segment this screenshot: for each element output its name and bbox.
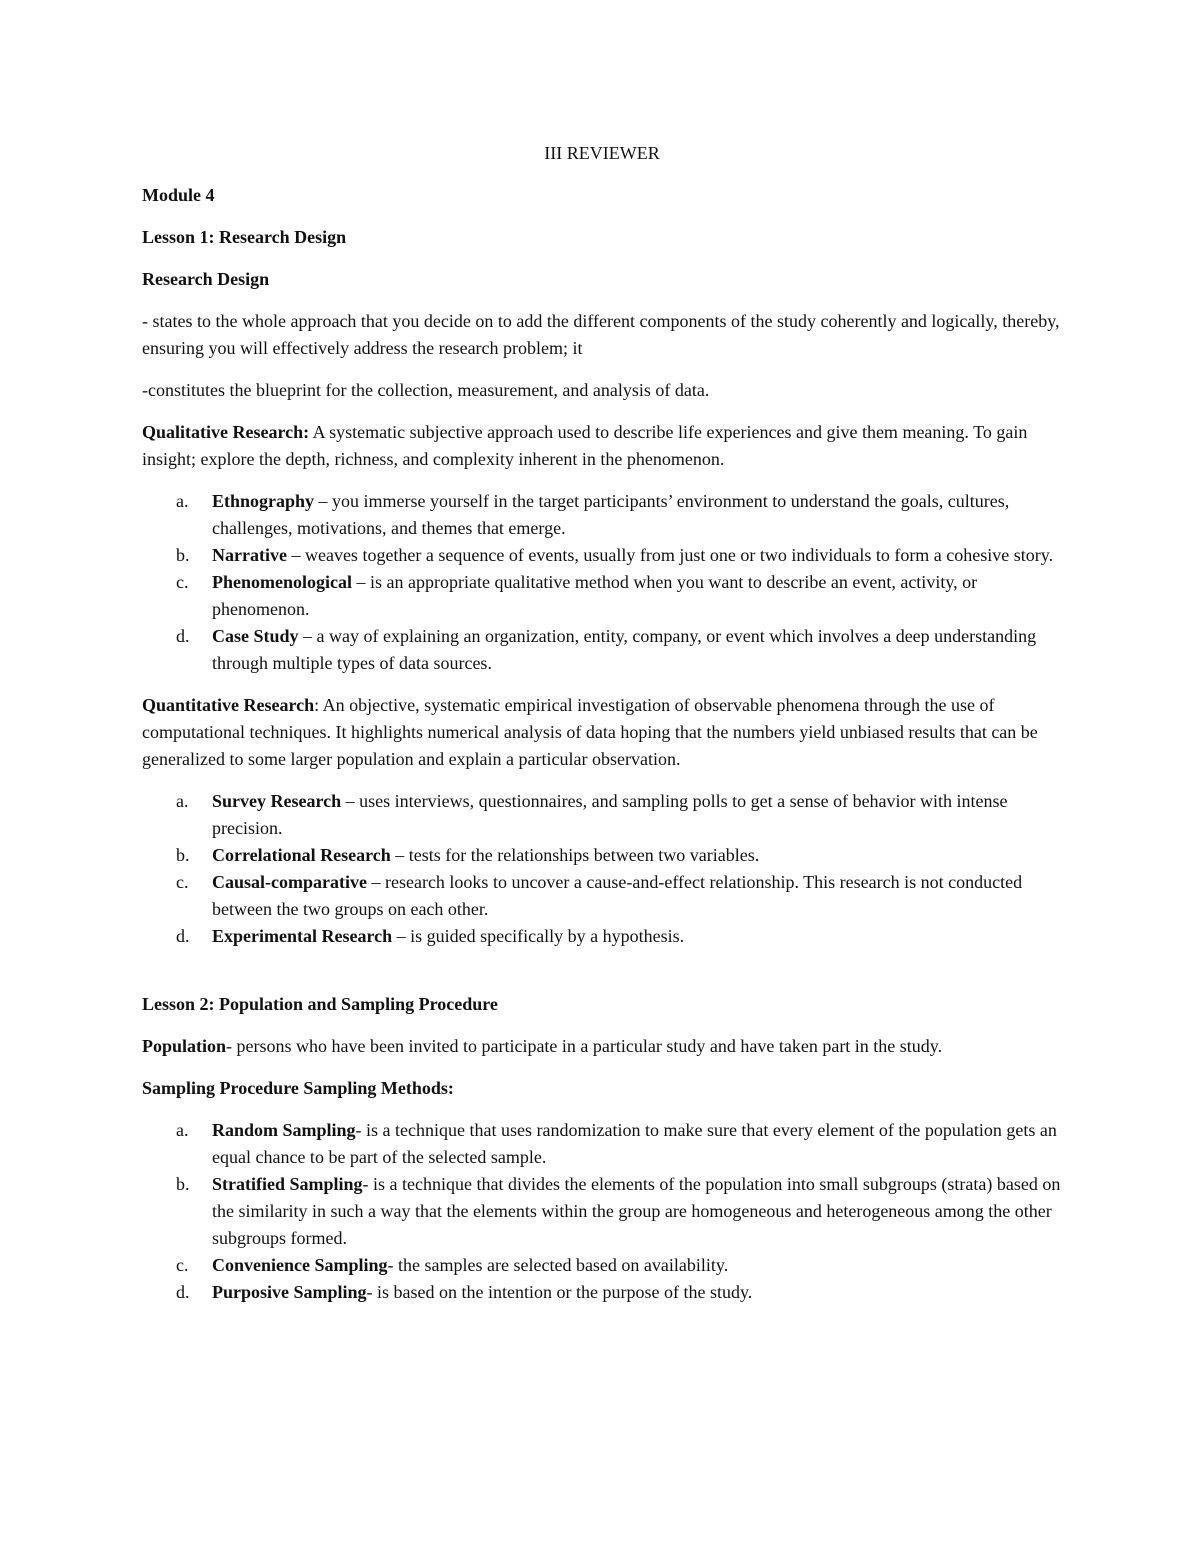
list-item-term: Causal-comparative bbox=[212, 872, 367, 892]
qualitative-research-term: Qualitative Research: bbox=[142, 422, 310, 442]
list-item-text: – you immerse yourself in the target participants’ environment to understand the goals, cultures, challenges, motivations, and themes that emerge. bbox=[212, 491, 1010, 538]
list-item bbox=[142, 1252, 1062, 1279]
qualitative-types-list bbox=[142, 488, 1062, 677]
list-item bbox=[142, 1171, 1062, 1252]
quantitative-research-term: Quantitative Research bbox=[142, 695, 315, 715]
lesson2-heading: Lesson 2: Population and Sampling Procedure bbox=[142, 994, 498, 1014]
list-item bbox=[142, 1279, 1062, 1306]
lesson1-heading: Lesson 1: Research Design bbox=[142, 227, 347, 247]
list-marker: a. bbox=[176, 791, 189, 811]
list-item-term: Purposive Sampling bbox=[212, 1282, 367, 1302]
list-item bbox=[142, 788, 1062, 842]
list-item-text: - is a technique that uses randomization to make sure that every element of the population gets an equal chance to be part of the selected sample. bbox=[212, 1120, 1057, 1167]
list-marker: a. bbox=[176, 1120, 189, 1140]
qualitative-research-paragraph bbox=[142, 419, 1062, 473]
document-title: III REVIEWER bbox=[544, 143, 660, 163]
list-marker: c. bbox=[176, 572, 189, 592]
list-item-term: Correlational Research bbox=[212, 845, 391, 865]
list-marker: d. bbox=[176, 626, 190, 646]
list-marker: d. bbox=[176, 1282, 190, 1302]
research-design-definition-2: -constitutes the blueprint for the collection, measurement, and analysis of data. bbox=[142, 380, 710, 400]
list-marker: a. bbox=[176, 491, 189, 511]
population-text: - persons who have been invited to participate in a particular study and have taken part in the study. bbox=[226, 1036, 943, 1056]
quantitative-types-list bbox=[142, 788, 1062, 950]
list-item-text: - is based on the intention or the purpose of the study. bbox=[366, 1282, 753, 1302]
list-item-term: Phenomenological bbox=[212, 572, 352, 592]
list-item bbox=[142, 569, 1062, 623]
list-marker: b. bbox=[176, 845, 190, 865]
list-item bbox=[142, 869, 1062, 923]
list-item-text: - the samples are selected based on availability. bbox=[387, 1255, 729, 1275]
list-marker: b. bbox=[176, 1174, 190, 1194]
research-design-definition-1: - states to the whole approach that you decide on to add the different components of the study coherently and logically, thereby, ensuring you will effectively address the research problem; it bbox=[142, 311, 1060, 358]
list-marker: c. bbox=[176, 1255, 189, 1275]
research-design-subheading: Research Design bbox=[142, 269, 270, 289]
list-item bbox=[142, 542, 1062, 569]
list-item-term: Random Sampling bbox=[212, 1120, 356, 1140]
section-spacer bbox=[142, 965, 1062, 991]
list-item bbox=[142, 488, 1062, 542]
list-item-text: – a way of explaining an organization, entity, company, or event which involves a deep understanding through multiple types of data sources. bbox=[212, 626, 1037, 673]
list-item bbox=[142, 1117, 1062, 1171]
list-marker: d. bbox=[176, 926, 190, 946]
list-item-text: – is guided specifically by a hypothesis. bbox=[392, 926, 685, 946]
sampling-methods-list bbox=[142, 1117, 1062, 1306]
list-item-term: Stratified Sampling bbox=[212, 1174, 363, 1194]
list-item bbox=[142, 923, 1062, 950]
list-marker: c. bbox=[176, 872, 189, 892]
module-heading: Module 4 bbox=[142, 185, 215, 205]
document-content bbox=[142, 140, 1062, 1321]
qualitative-research-text: A systematic subjective approach used to describe life experiences and give them meaning. To gain insight; explore the depth, richness, and complexity inherent in the phenomenon. bbox=[142, 422, 1028, 469]
list-item-text: – research looks to uncover a cause-and-effect relationship. This research is not conducted between the two groups on each other. bbox=[212, 872, 1023, 919]
quantitative-research-text: : An objective, systematic empirical investigation of observable phenomena through the use of computational techniques. It highlights numerical analysis of data hoping that the numbers yield unbiased results that can be generalized to some larger population and explain a particular observation. bbox=[142, 695, 1038, 769]
list-item-text: – uses interviews, questionnaires, and sampling polls to get a sense of behavior with intense precision. bbox=[212, 791, 1008, 838]
list-item-term: Narrative bbox=[212, 545, 287, 565]
list-item-text: – weaves together a sequence of events, usually from just one or two individuals to form a cohesive story. bbox=[286, 545, 1054, 565]
list-item-term: Ethnography bbox=[212, 491, 315, 511]
population-term: Population bbox=[142, 1036, 227, 1056]
list-item bbox=[142, 842, 1062, 869]
list-item bbox=[142, 623, 1062, 677]
list-item-text: – tests for the relationships between two variables. bbox=[390, 845, 760, 865]
list-item-text: – is an appropriate qualitative method when you want to describe an event, activity, or phenomenon. bbox=[212, 572, 978, 619]
quantitative-research-paragraph bbox=[142, 692, 1062, 773]
list-item-term: Experimental Research bbox=[212, 926, 393, 946]
list-marker: b. bbox=[176, 545, 190, 565]
population-paragraph bbox=[142, 1033, 1062, 1060]
list-item-term: Case Study bbox=[212, 626, 299, 646]
sampling-methods-heading: Sampling Procedure Sampling Methods: bbox=[142, 1078, 454, 1098]
list-item-text: - is a technique that divides the elements of the population into small subgroups (strata) based on the similarity in such a way that the elements within the group are homogeneous and heterogeneous among the other subgroups formed. bbox=[212, 1174, 1061, 1248]
list-item-term: Survey Research bbox=[212, 791, 342, 811]
list-item-term: Convenience Sampling bbox=[212, 1255, 388, 1275]
